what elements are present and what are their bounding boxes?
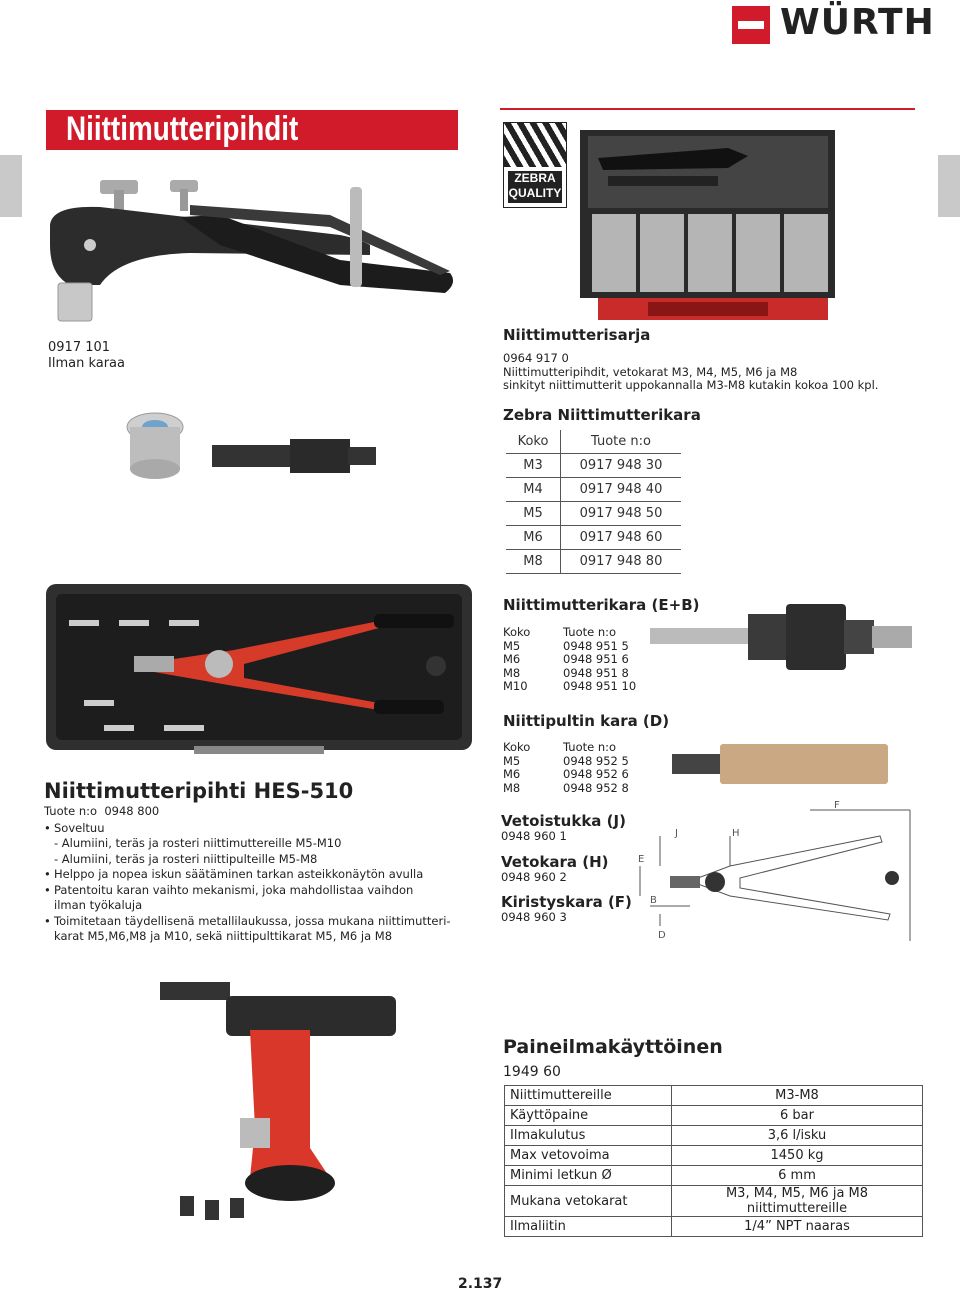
diagram-label-b: B xyxy=(650,895,657,906)
list-cell: M8 xyxy=(503,665,521,680)
hes510-features xyxy=(44,821,484,945)
table-cell: 0917 948 60 xyxy=(561,526,682,550)
d-mandrel-image xyxy=(670,740,890,790)
part-code: 0948 960 2 xyxy=(501,869,567,884)
tool1-code: 0917 101 xyxy=(48,340,111,355)
hes510-section xyxy=(44,779,484,945)
kit-line2: sinkityt niittimutterit uppokannalla M3-M8 kutakin kokoa 100 kpl. xyxy=(503,378,879,392)
table-cell: 0917 948 50 xyxy=(561,502,682,526)
table-header: Tuote n:o xyxy=(561,430,682,454)
spec-key: Niittimuttereille xyxy=(505,1086,672,1106)
list-cell: 0948 951 5 xyxy=(563,638,629,653)
feature-item: • Toimitetaan täydellisenä metallilaukussa, jossa mukana niittimutteri- xyxy=(44,914,484,930)
kit-section xyxy=(503,326,923,393)
list-header: Tuote n:o xyxy=(563,625,617,639)
spec-value: 3,6 l/isku xyxy=(672,1126,923,1146)
wurth-logo-mark xyxy=(732,6,770,44)
list-cell: M6 xyxy=(503,767,521,781)
feature-item: • Patentoitu karan vaihto mekanismi, joka mahdollistaa vaihdon xyxy=(44,883,484,899)
eb-mandrel-list xyxy=(503,626,636,694)
spec-value: 6 mm xyxy=(672,1166,923,1186)
eb-mandrel-image xyxy=(648,600,918,680)
pneumatic-spec-table xyxy=(504,1085,923,1237)
spec-key: Mukana vetokarat xyxy=(505,1186,672,1217)
rivet-nut-kit-case-image xyxy=(578,128,838,328)
pneumatic-tool-image xyxy=(160,978,430,1228)
list-cell: M8 xyxy=(503,780,521,795)
feature-item: - Alumiini, teräs ja rosteri niittipulteille M5-M8 xyxy=(54,851,318,866)
tool1-info xyxy=(48,340,125,372)
zebra-quality-badge xyxy=(503,122,567,208)
rivet-nut-pliers-image xyxy=(40,175,460,325)
list-header: Koko xyxy=(503,625,531,639)
kit-code: 0964 917 0 xyxy=(503,351,569,365)
side-tab-right xyxy=(938,155,960,217)
brand-logo: WÜRTH xyxy=(780,2,935,43)
hes510-title: Niittimutteripihti HES-510 xyxy=(44,779,354,803)
table-cell: M4 xyxy=(506,478,561,502)
list-cell: 0948 952 6 xyxy=(563,767,629,781)
diagram-label-j: J xyxy=(675,828,678,839)
diagram-label-h: H xyxy=(732,828,740,839)
spec-value: 1450 kg xyxy=(672,1146,923,1166)
list-cell: M6 xyxy=(503,652,521,666)
feature-item: ilman työkaluja xyxy=(54,898,143,912)
eb-mandrel-title: Niittimutterikara (E+B) xyxy=(503,596,700,614)
spec-value: M3, M4, M5, M6 ja M8 niittimuttereille xyxy=(672,1186,923,1217)
hes510-code: 0948 800 xyxy=(104,804,160,818)
d-mandrel-title: Niittipultin kara (D) xyxy=(503,712,670,730)
part-code: 0948 960 1 xyxy=(501,829,567,843)
table-cell: 0917 948 40 xyxy=(561,478,682,502)
list-cell: 0948 952 8 xyxy=(563,780,629,795)
spec-value: 6 bar xyxy=(672,1106,923,1126)
list-cell: 0948 951 10 xyxy=(563,679,637,693)
part-title: Vetokara (H) xyxy=(501,852,609,871)
page-title: Niittimutteripihdit xyxy=(66,110,299,148)
spec-value: 1/4” NPT naaras xyxy=(672,1217,923,1237)
d-mandrel-list xyxy=(503,741,629,795)
feature-item: - Alumiini, teräs ja rosteri niittimuttereille M5-M10 xyxy=(54,836,342,850)
nosepiece-and-mandrel-image xyxy=(120,405,380,485)
zebra-mandrel-title: Zebra Niittimutterikara xyxy=(503,406,701,424)
list-cell: M5 xyxy=(503,753,521,768)
spec-key: Minimi letkun Ø xyxy=(505,1166,672,1186)
list-header: Koko xyxy=(503,740,531,754)
feature-item: karat M5,M6,M8 ja M10, sekä niittipulttikarat M5, M6 ja M8 xyxy=(54,929,393,943)
table-cell: M5 xyxy=(506,502,561,526)
spec-value: M3-M8 xyxy=(672,1086,923,1106)
table-cell: M6 xyxy=(506,526,561,550)
tool1-note: Ilman karaa xyxy=(48,356,125,371)
part-title: Vetoistukka (J) xyxy=(501,812,626,830)
page-number: 2.137 xyxy=(458,1276,503,1292)
kit-line1: Niittimutteripihdit, vetokarat M3, M4, M5, M6 ja M8 xyxy=(503,364,798,379)
table-cell: 0917 948 30 xyxy=(561,454,682,478)
table-cell: M8 xyxy=(506,550,561,574)
pneumatic-section xyxy=(503,1036,723,1080)
table-cell: 0917 948 80 xyxy=(561,550,682,574)
list-cell: 0948 951 6 xyxy=(563,652,629,666)
kit-title: Niittimutterisarja xyxy=(503,326,651,344)
diagram-label-f: F xyxy=(834,800,840,811)
list-cell: 0948 952 5 xyxy=(563,753,629,768)
list-cell: 0948 951 8 xyxy=(563,665,629,680)
hes510-code-line xyxy=(44,805,484,819)
spec-key: Käyttöpaine xyxy=(505,1106,672,1126)
table-header: Koko xyxy=(506,430,561,454)
part-code: 0948 960 3 xyxy=(501,910,567,924)
pneumatic-code: 1949 60 xyxy=(503,1064,561,1080)
list-cell: M10 xyxy=(503,679,528,693)
hes510-parts-diagram xyxy=(630,796,920,941)
list-cell: M5 xyxy=(503,638,521,653)
spec-key: Ilmaliitin xyxy=(505,1217,672,1237)
part-title: Kiristyskara (F) xyxy=(501,893,632,911)
zebra-badge-line1: ZEBRA xyxy=(514,171,556,185)
spec-key: Max vetovoima xyxy=(505,1146,672,1166)
list-header: Tuote n:o xyxy=(563,740,617,754)
side-tab-left xyxy=(0,155,22,217)
pneumatic-title: Paineilmakäyttöinen xyxy=(503,1036,723,1058)
zebra-badge-line2: QUALITY xyxy=(508,186,562,200)
hes510-code-label: Tuote n:o xyxy=(44,804,98,818)
feature-item: • Helppo ja nopea iskun säätäminen tarkan asteikkonäytön avulla xyxy=(44,867,484,883)
table-cell: M3 xyxy=(506,454,561,478)
parts-list xyxy=(501,812,632,925)
zebra-mandrel-table xyxy=(506,430,681,574)
hes510-case-image xyxy=(44,582,474,758)
feature-item: • Soveltuu xyxy=(44,821,484,837)
diagram-label-e: E xyxy=(638,854,645,865)
spec-key: Ilmakulutus xyxy=(505,1126,672,1146)
header-rule xyxy=(500,108,915,110)
diagram-label-d: D xyxy=(658,930,666,941)
